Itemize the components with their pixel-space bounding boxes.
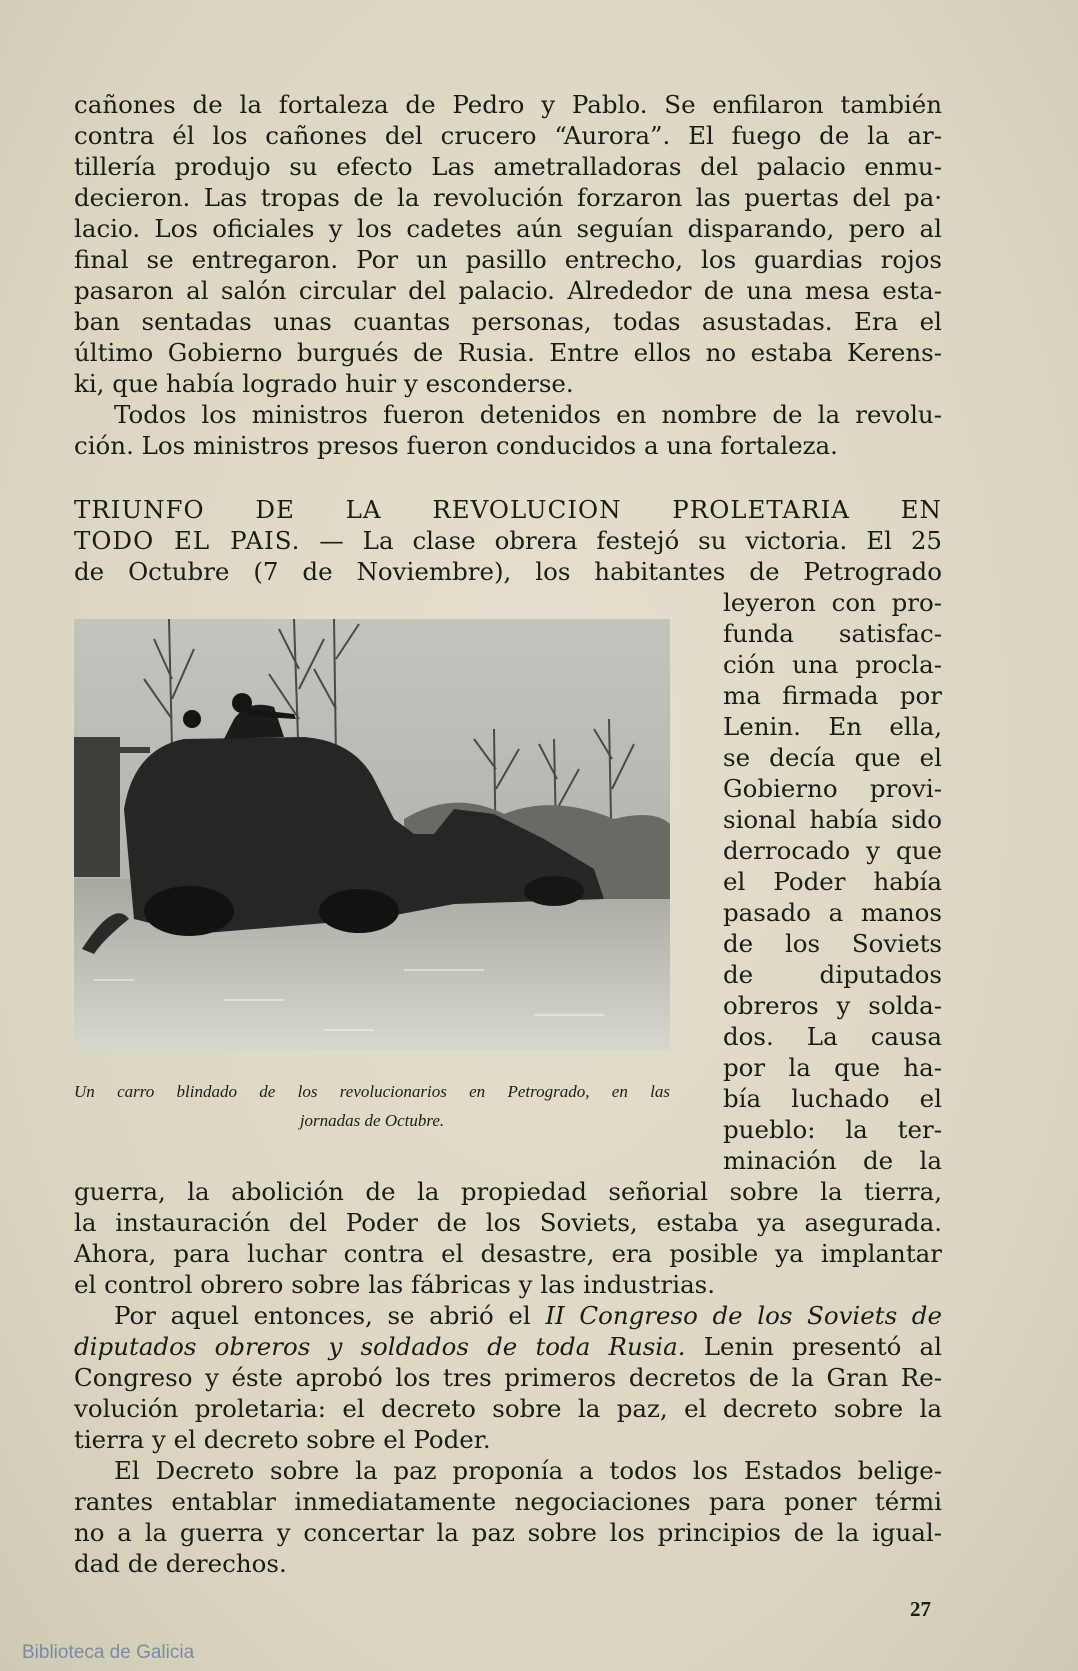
body-text-line: la instauración del Poder de los Soviets, estaba ya asegurada. (74, 1208, 942, 1237)
body-text-line: tillería produjo su efecto Las ametralladoras del palacio enmu- (74, 152, 942, 181)
body-text-line: cañones de la fortaleza de Pedro y Pablo. Se enfilaron también (74, 90, 942, 119)
column-text-line: ción una procla- (723, 650, 942, 679)
text-run: Por aquel entonces, se abrió el (114, 1301, 546, 1330)
section-heading-end: TODO EL PAIS. (74, 526, 301, 555)
column-text-line: minación de la (723, 1146, 942, 1175)
body-text-line: pasaron al salón circular del palacio. Alrededor de una mesa esta- (74, 276, 942, 305)
body-text-line: contra él los cañones del crucero “Aurora”. El fuego de la ar- (74, 121, 942, 150)
page-number: 27 (910, 1597, 931, 1621)
body-text-line: volución proletaria: el decreto sobre la paz, el decreto sobre la (74, 1394, 942, 1423)
column-text-line: por la que ha- (723, 1053, 942, 1082)
column-text-line: derrocado y que (723, 836, 942, 865)
text-run: Lenin presentó al (685, 1332, 942, 1361)
column-text-line: de diputados (723, 960, 942, 989)
column-text-line: se decía que el (723, 743, 942, 772)
congress-name-italic: diputados obreros y soldados de toda Rusia. (74, 1332, 686, 1361)
column-text-line: obreros y solda- (723, 991, 942, 1020)
body-text-line: dad de derechos. (74, 1549, 287, 1578)
column-text-line: funda satisfac- (723, 619, 942, 648)
photo-caption-line: jornadas de Octubre. (299, 1111, 445, 1130)
column-text-line: pasado a manos (723, 898, 942, 927)
body-text-line: tierra y el decreto sobre el Poder. (74, 1425, 491, 1454)
library-watermark: Biblioteca de Galicia (22, 1642, 195, 1663)
body-text-line: último Gobierno burgués de Rusia. Entre ellos no estaba Kerens- (74, 338, 942, 367)
body-text-line: Todos los ministros fueron detenidos en nombre de la revolu- (114, 400, 942, 429)
column-text-line: el Poder había (723, 867, 942, 896)
body-text-line: de Octubre (7 de Noviembre), los habitantes de Petrogrado (74, 557, 942, 586)
body-text-line: ción. Los ministros presos fueron conducidos a una fortaleza. (74, 431, 838, 460)
body-text-line: no a la guerra y concertar la paz sobre los principios de la igual- (74, 1518, 942, 1547)
body-text-line: el control obrero sobre las fábricas y las industrias. (74, 1270, 716, 1299)
column-text-line: Lenin. En ella, (723, 712, 942, 741)
body-text-line: Ahora, para luchar contra el desastre, era posible ya implantar (74, 1239, 942, 1268)
body-text-line: El Decreto sobre la paz proponía a todos los Estados belige- (114, 1456, 942, 1485)
column-text-line: bía luchado el (723, 1084, 942, 1113)
column-text-line: pueblo: la ter- (723, 1115, 942, 1144)
section-heading-continued (74, 525, 942, 556)
body-text-line: decieron. Las tropas de la revolución forzaron las puertas del pa· (74, 183, 942, 212)
column-text-line: leyeron con pro- (723, 588, 942, 617)
column-text-line: dos. La causa (723, 1022, 942, 1051)
body-text-line (114, 1300, 942, 1331)
column-text-line: Gobierno provi- (723, 774, 942, 803)
body-text-line: ban sentadas unas cuantas personas, todas asustadas. Era el (74, 307, 942, 336)
column-text-line: ma firmada por (723, 681, 942, 710)
body-text-line: rantes entablar inmediatamente negociaciones para poner térmi (74, 1487, 942, 1516)
column-text-line: de los Soviets (723, 929, 942, 958)
photo-illustration (74, 619, 670, 1050)
congress-name-italic: II Congreso de los Soviets de (545, 1301, 942, 1330)
section-heading: TRIUNFO DE LA REVOLUCION PROLETARIA EN (74, 495, 942, 524)
body-text-line: final se entregaron. Por un pasillo entrecho, los guardias rojos (74, 245, 942, 274)
body-text-line (74, 1331, 942, 1362)
column-text-line: sional había sido (723, 805, 942, 834)
body-text-line: ki, que había logrado huir y esconderse. (74, 369, 574, 398)
section-text: — La clase obrera festejó su victoria. El 25 (300, 526, 942, 555)
body-text-line: guerra, la abolición de la propiedad señorial sobre la tierra, (74, 1177, 942, 1206)
armored-car-photo (74, 619, 670, 1050)
body-text-line: Congreso y éste aprobó los tres primeros decretos de la Gran Re- (74, 1363, 942, 1392)
photo-caption-line: Un carro blindado de los revolucionarios en Petrogrado, en las (74, 1082, 670, 1101)
body-text-line: lacio. Los oficiales y los cadetes aún seguían disparando, pero al (74, 214, 942, 243)
